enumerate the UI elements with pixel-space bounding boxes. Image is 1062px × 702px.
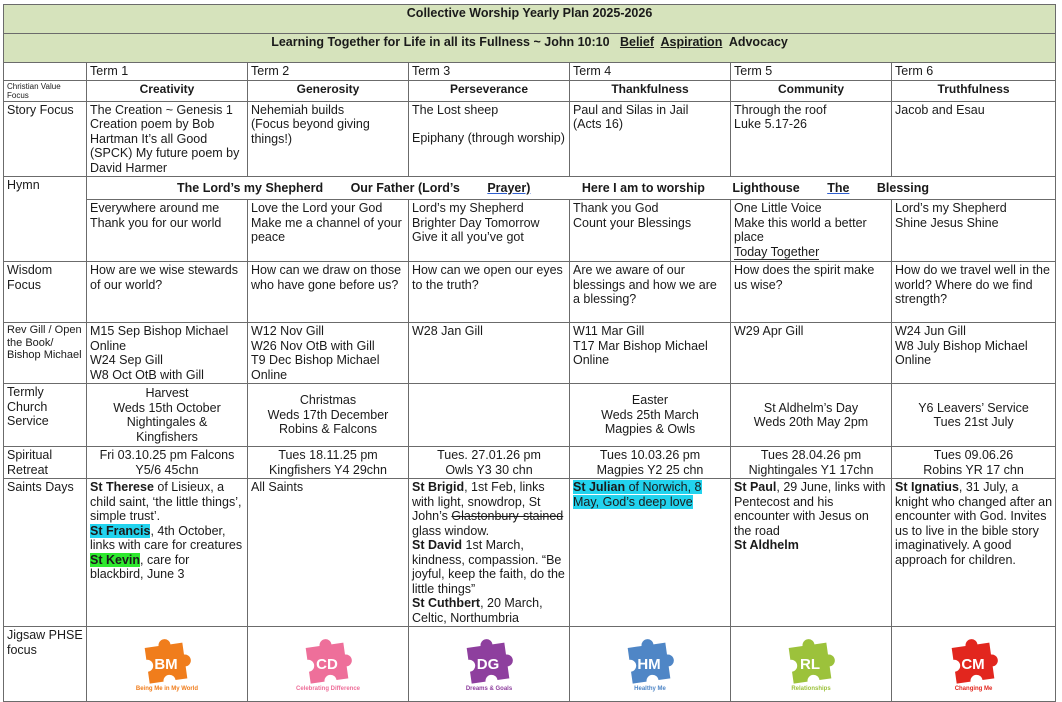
story-line: Luke 5.17-26: [734, 117, 807, 131]
hymn-term-4: [570, 200, 731, 262]
value-term-1: Creativity: [87, 80, 248, 101]
termly-label: Termly Church Service: [4, 384, 87, 447]
termly-line: Weds 15th October: [113, 400, 221, 415]
puzzle-piece-icon: [785, 635, 837, 693]
retreat-term-1: [87, 447, 248, 479]
term-2-header: Term 2: [248, 63, 409, 81]
retreat-line: Tues 10.03.26 pm: [599, 448, 701, 462]
retreat-line: Tues 28.04.26 pm: [760, 448, 862, 462]
saint-entry: St David 1st March, kindness, compassion. “Be joyful, keep the faith, do the little things”: [412, 538, 565, 596]
value-term-4: Thankfulness: [570, 80, 731, 101]
story-term-5: [731, 101, 892, 177]
rev-term-6: [892, 323, 1056, 384]
puzzle-piece-icon: [463, 635, 515, 693]
puzzle-code: BM: [154, 656, 178, 673]
saint-entry: St Cuthbert, 20 March, Celtic, Northumbria: [412, 596, 543, 625]
hymn-line: Love the Lord your God: [251, 201, 383, 215]
rev-line: M15 Sep Bishop Michael Online: [90, 324, 229, 353]
wisdom-term-3: How can we open our eyes to the truth?: [409, 262, 570, 323]
saints-term-3: [409, 479, 570, 627]
puzzle-piece-icon: [624, 635, 676, 693]
saint-entry: St Aldhelm: [734, 538, 799, 552]
saints-term-4: [570, 479, 731, 627]
rev-line: T9 Dec Bishop Michael Online: [251, 353, 380, 382]
termly-term-2: [248, 384, 409, 447]
puzzle-code: DG: [476, 656, 500, 673]
term-5-header: Term 5: [731, 63, 892, 81]
rev-line: W12 Nov Gill: [251, 324, 324, 338]
retreat-label: Spiritual Retreat: [4, 447, 87, 479]
puzzle-code: CM: [960, 656, 985, 673]
term-3-header: Term 3: [409, 63, 570, 81]
puzzle-shape: [785, 635, 837, 685]
rev-line: W29 Apr Gill: [734, 324, 804, 338]
jigsaw-row: [4, 627, 1056, 702]
hymn-banner-3: Here I am to worship: [581, 180, 705, 195]
subtitle-advocacy: Advocacy: [728, 35, 788, 49]
title-row: [4, 5, 1056, 34]
retreat-line: Owls Y3 30 chn: [445, 462, 533, 477]
value-term-6: Truthfulness: [892, 80, 1056, 101]
value-term-2: Generosity: [248, 80, 409, 101]
puzzle-caption: Dreams & Goals: [465, 686, 513, 692]
rev-line: W8 Oct OtB with Gill: [90, 367, 204, 382]
saints-term-5: [731, 479, 892, 627]
puzzle-shape: [463, 635, 515, 685]
retreat-term-4: [570, 447, 731, 479]
term-1-header: Term 1: [87, 63, 248, 81]
hymn-banner-row: [4, 177, 1056, 200]
rev-term-2: [248, 323, 409, 384]
jigsaw-term-4: [570, 627, 731, 702]
retreat-line: Robins YR 17 chn: [923, 462, 1024, 477]
worship-plan: [3, 4, 1055, 702]
termly-line: Tues 21st July: [933, 415, 1014, 429]
rev-line: W11 Mar Gill: [573, 324, 645, 338]
termly-row: [4, 384, 1056, 447]
hymn-banner-4: Lighthouse: [732, 180, 800, 195]
saint-entry: St Francis, 4th October, links with care for creatures: [90, 523, 243, 552]
retreat-line: Tues 09.06.26: [933, 448, 1014, 462]
saint-entry: St Brigid, 1st Feb, links with light, snowdrop, St John’s Glastonbury-stained glass window.: [412, 480, 564, 538]
rev-term-3: [409, 323, 570, 384]
hymn-banner-5: The Blessing: [827, 180, 929, 195]
hymn-banner: [87, 177, 1056, 200]
retreat-line: Tues 18.11.25 pm: [278, 448, 378, 462]
puzzle-code: HM: [637, 656, 661, 673]
termly-line: Magpies & Owls: [604, 422, 696, 437]
retreat-term-6: [892, 447, 1056, 479]
corner-cell: [4, 63, 87, 81]
subtitle-aspiration: Aspiration: [660, 35, 723, 49]
hymn-line: Today Together: [734, 244, 820, 259]
puzzle-shape: [948, 635, 1000, 685]
story-term-1: [87, 101, 248, 177]
subtitle-row: [4, 34, 1056, 63]
hymn-term-6: [892, 200, 1056, 262]
wisdom-term-5: How does the spirit make us wise?: [731, 262, 892, 323]
story-line: (Acts 16): [573, 117, 624, 131]
value-term-3: Perseverance: [409, 80, 570, 101]
hymn-banner-2: Our Father (Lord’s Prayer): [350, 180, 531, 195]
hymn-line: Thank you for our world: [90, 215, 222, 230]
hymn-line: Make me a channel of your peace: [251, 215, 402, 244]
saints-term-2: [248, 479, 409, 627]
rev-line: W24 Sep Gill: [90, 353, 163, 367]
retreat-term-5: [731, 447, 892, 479]
hymn-line: Brighter Day Tomorrow: [412, 215, 540, 230]
wisdom-term-2: How can we draw on those who have gone before us?: [248, 262, 409, 323]
puzzle-code: RL: [800, 656, 820, 673]
rev-term-4: [570, 323, 731, 384]
rev-term-5: [731, 323, 892, 384]
termly-line: Nightingales &: [126, 415, 208, 429]
rev-line: T17 Mar Bishop Michael Online: [573, 338, 708, 367]
story-label: Story Focus: [4, 101, 87, 177]
puzzle-caption: Healthy Me: [634, 686, 666, 692]
termly-line: St Aldhelm’s Day: [763, 400, 859, 415]
hymn-term-3: [409, 200, 570, 262]
wisdom-label: Wisdom Focus: [4, 262, 87, 323]
story-line: Creation poem by Bob Hartman It’s all Good (SPCK) My future poem by David Harmer: [90, 117, 240, 175]
saint-entry: St Ignatius, 31 July, a knight who changed after an encounter with God. Invites us to live in the bible story imaginatively. A good approach for children.: [895, 480, 1053, 567]
hymn-line: Everywhere around me: [90, 201, 220, 215]
retreat-row: [4, 447, 1056, 479]
rev-line: W8 July Bishop Michael Online: [895, 338, 1028, 367]
jigsaw-label: Jigsaw PHSE focus: [4, 627, 87, 702]
hymn-row: [4, 200, 1056, 262]
value-label: Christian Value Focus: [4, 80, 87, 101]
puzzle-piece-icon: [136, 635, 198, 693]
termly-line: Harvest: [145, 386, 189, 400]
termly-line: Weds 25th March: [601, 407, 699, 422]
wisdom-term-6: How do we travel well in the world? Where do we find strength?: [892, 262, 1056, 323]
saints-row: [4, 479, 1056, 627]
puzzle-caption: Changing Me: [954, 686, 993, 692]
subtitle-belief: Belief: [619, 35, 655, 49]
retreat-term-3: [409, 447, 570, 479]
story-line: (Focus beyond giving things!): [251, 117, 370, 146]
puzzle-caption: Being Me in My World: [135, 686, 199, 692]
retreat-line: Tues. 27.01.26 pm: [437, 448, 541, 462]
termly-line: Robins & Falcons: [279, 422, 377, 437]
termly-term-1: [87, 384, 248, 447]
retreat-line: Fri 03.10.25 pm Falcons: [99, 448, 235, 462]
terms-row: [4, 63, 1056, 81]
subtitle-main: Learning Together for Life in all its Fullness ~ John 10:10: [271, 35, 610, 49]
termly-line: Weds 20th May 2pm: [753, 415, 869, 429]
story-line: The Creation ~ Genesis 1: [90, 102, 233, 117]
retreat-line: Y5/6 45chn: [135, 462, 199, 477]
hymn-line: Make this world a better place: [734, 215, 867, 244]
rev-line: W28 Jan Gill: [412, 324, 483, 338]
retreat-term-2: [248, 447, 409, 479]
termly-term-4: [570, 384, 731, 447]
puzzle-caption: Relationships: [791, 686, 831, 692]
hymn-line: Lord’s my Shepherd: [412, 201, 524, 215]
saints-label: Saints Days: [4, 479, 87, 627]
puzzle-shape: [141, 635, 193, 685]
puzzle-code: CD: [316, 656, 338, 673]
story-line: Paul and Silas in Jail: [573, 102, 689, 117]
saints-term-6: [892, 479, 1056, 627]
termly-line: Easter: [631, 393, 669, 408]
retreat-line: Nightingales Y1 17chn: [748, 462, 874, 477]
story-term-4: [570, 101, 731, 177]
value-term-5: Community: [731, 80, 892, 101]
wisdom-term-1: How are we wise stewards of our world?: [87, 262, 248, 323]
puzzle-piece-icon: [296, 635, 360, 693]
story-row: [4, 101, 1056, 177]
retreat-line: Magpies Y2 25 chn: [596, 462, 704, 477]
story-line: The Lost sheep: [412, 102, 499, 117]
page-title: Collective Worship Yearly Plan 2025-2026: [4, 5, 1056, 34]
value-row: [4, 80, 1056, 101]
story-line: Through the roof: [734, 102, 827, 117]
page-subtitle: [4, 34, 1056, 63]
story-line: Epiphany (through worship): [412, 131, 565, 145]
hymn-line: Shine Jesus Shine: [895, 215, 999, 230]
story-term-3: [409, 101, 570, 177]
story-term-2: [248, 101, 409, 177]
hymn-line: One Little Voice: [734, 201, 822, 215]
rev-line: W24 Jun Gill: [895, 324, 966, 338]
termly-term-5: [731, 384, 892, 447]
puzzle-shape: [302, 635, 354, 685]
hymn-term-1: [87, 200, 248, 262]
termly-line: Weds 17th December: [267, 407, 389, 422]
puzzle-piece-icon: [948, 635, 1000, 693]
hymn-label: Hymn: [4, 177, 87, 262]
wisdom-term-4: Are we aware of our blessings and how we are a blessing?: [570, 262, 731, 323]
jigsaw-term-6: [892, 627, 1056, 702]
saint-entry: St Paul, 29 June, links with Pentecost and his encounter with Jesus on the road: [734, 480, 886, 538]
rev-label: Rev Gill / Open the Book/ Bishop Michael: [4, 323, 87, 384]
hymn-term-5: [731, 200, 892, 262]
story-line: Nehemiah builds: [251, 102, 345, 117]
rev-row: [4, 323, 1056, 384]
retreat-line: Kingfishers Y4 29chn: [269, 462, 387, 477]
hymn-line: Lord’s my Shepherd: [895, 201, 1007, 215]
termly-term-6: [892, 384, 1056, 447]
hymn-term-2: [248, 200, 409, 262]
hymn-line: Count your Blessings: [573, 215, 692, 230]
rev-term-1: [87, 323, 248, 384]
term-4-header: Term 4: [570, 63, 731, 81]
jigsaw-term-5: [731, 627, 892, 702]
jigsaw-term-1: [87, 627, 248, 702]
puzzle-shape: [624, 635, 676, 685]
termly-line: Y6 Leavers’ Service: [918, 400, 1029, 415]
wisdom-row: [4, 262, 1056, 323]
saint-entry: All Saints: [251, 480, 304, 494]
hymn-line: Thank you God: [573, 201, 659, 215]
saint-entry: St Therese of Lisieux, a child saint, ‘the little things’, simple trust’.: [90, 480, 242, 523]
story-spacer: [412, 117, 566, 131]
term-6-header: Term 6: [892, 63, 1056, 81]
saint-entry: St Julian of Norwich, 8 May, God’s deep love: [573, 480, 702, 509]
rev-line: W26 Nov OtB with Gill: [251, 338, 375, 353]
saints-term-1: [87, 479, 248, 627]
jigsaw-term-2: [248, 627, 409, 702]
puzzle-caption: Celebrating Difference: [295, 686, 361, 692]
plan-table: [3, 4, 1056, 702]
jigsaw-term-3: [409, 627, 570, 702]
termly-line: Christmas: [299, 393, 357, 408]
termly-line: Kingfishers: [136, 429, 198, 444]
story-term-6: [892, 101, 1056, 177]
saint-entry: St Kevin, care for blackbird, June 3: [90, 552, 190, 581]
hymn-banner-1: The Lord’s my Shepherd: [177, 180, 324, 195]
story-line: Jacob and Esau: [895, 102, 985, 117]
hymn-line: Give it all you’ve got: [412, 230, 524, 244]
termly-term-3: [409, 384, 570, 447]
